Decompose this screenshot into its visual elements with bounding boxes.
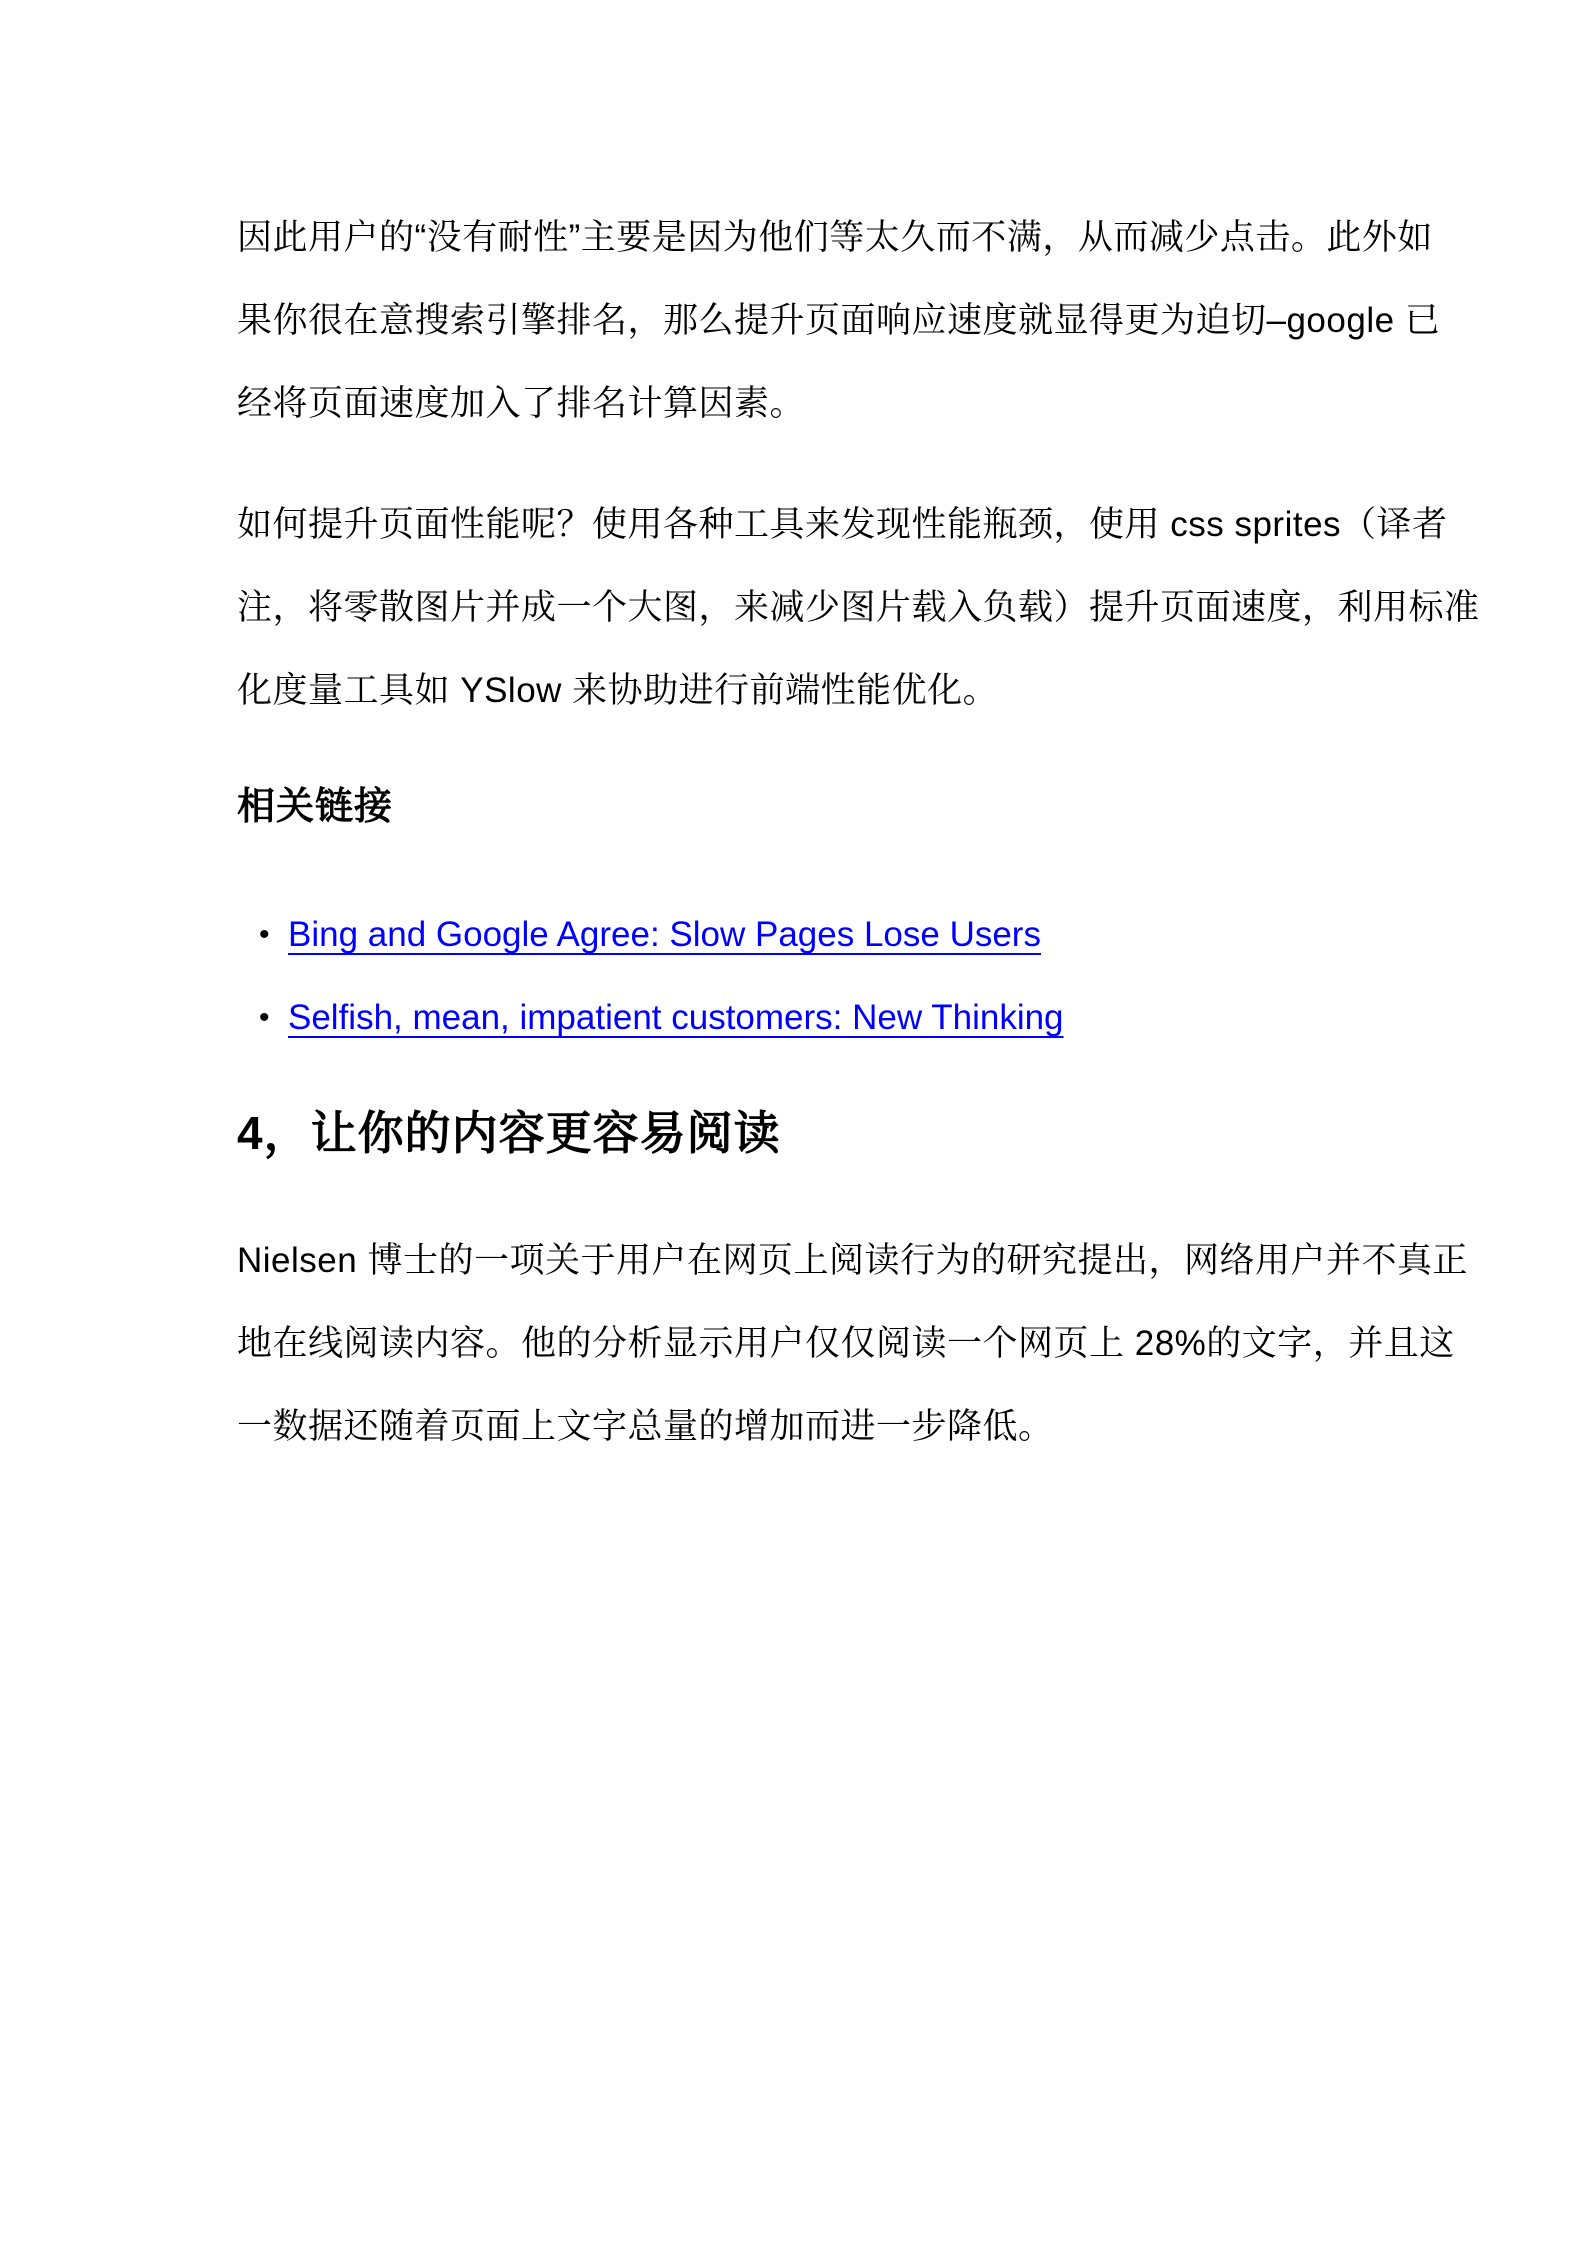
paragraph-line: 经将页面速度加入了排名计算因素。 <box>237 384 806 423</box>
list-item <box>237 893 1365 976</box>
bullet-icon: • <box>259 918 270 951</box>
paragraph-performance <box>237 483 1480 732</box>
section-4-heading: 4，让你的内容更容易阅读 <box>237 1107 781 1159</box>
paragraph-line: 如何提升页面性能呢？使用各种工具来发现性能瓶颈，使用 css sprites（译者 <box>237 505 1448 544</box>
list-item <box>237 976 1365 1059</box>
paragraph-line: 一数据还随着页面上文字总量的增加而进一步降低。 <box>237 1407 1054 1446</box>
paragraph-line: 地在线阅读内容。他的分析显示用户仅仅阅读一个网页上 28%的文字，并且这 <box>237 1324 1455 1363</box>
paragraph-line: 因此用户的“没有耐性”主要是因为他们等太久而不满，从而减少点击。此外如 <box>237 218 1433 257</box>
link-selfish-customers[interactable]: Selfish, mean, impatient customers: New Thinking <box>288 998 1064 1037</box>
link-bing-google-agree[interactable]: Bing and Google Agree: Slow Pages Lose Users <box>288 915 1041 954</box>
paragraph-nielsen <box>237 1219 1468 1468</box>
paragraph-line: Nielsen 博士的一项关于用户在网页上阅读行为的研究提出，网络用户并不真正 <box>237 1241 1468 1280</box>
paragraph-line: 化度量工具如 YSlow 来协助进行前端性能优化。 <box>237 671 999 710</box>
related-links-list <box>237 893 1365 1059</box>
bullet-icon: • <box>259 1001 270 1034</box>
paragraph-line: 果你很在意搜索引擎排名，那么提升页面响应速度就显得更为迫切–google 已 <box>237 301 1441 340</box>
paragraph-line: 注，将零散图片并成一个大图，来减少图片载入负载）提升页面速度，利用标准 <box>237 588 1480 627</box>
paragraph-impatience <box>237 196 1441 445</box>
related-links-heading: 相关链接 <box>237 786 394 828</box>
